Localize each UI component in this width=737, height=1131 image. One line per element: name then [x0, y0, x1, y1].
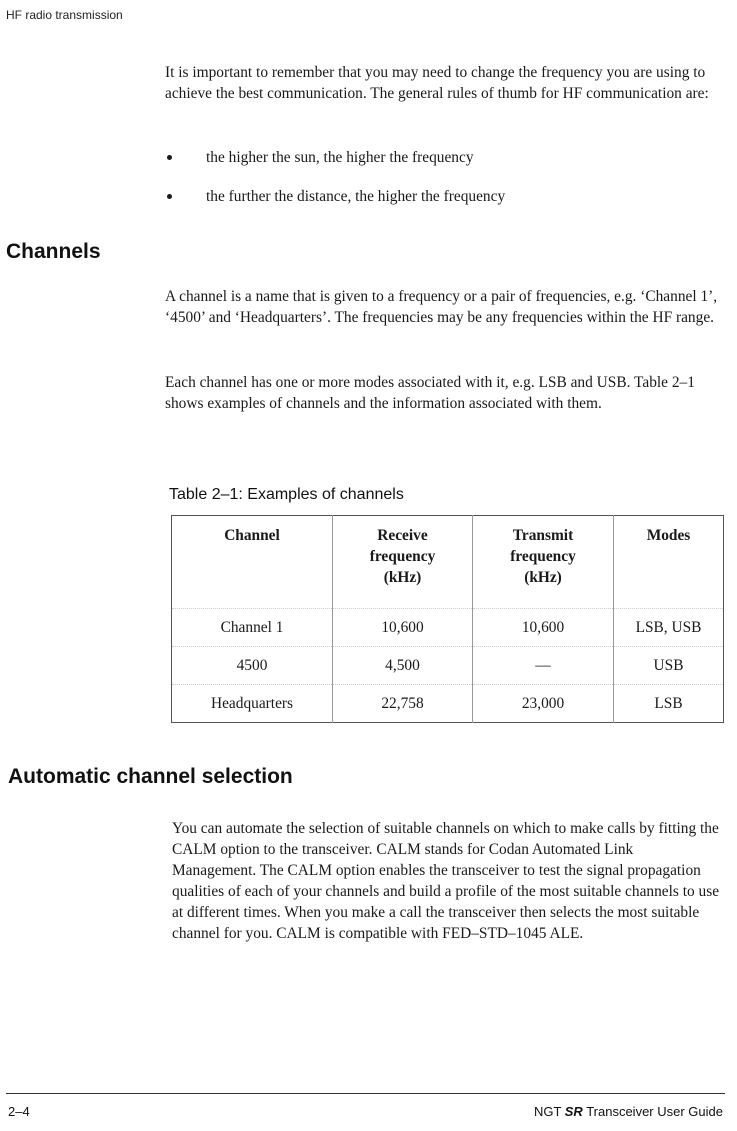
list-item-text: the higher the sun, the higher the frequency [206, 149, 474, 166]
header-line: Receive [377, 527, 428, 544]
document-title-suffix: Transceiver User Guide [582, 1104, 723, 1119]
table-cell: USB [614, 647, 724, 685]
bullet-icon [167, 194, 172, 199]
intro-paragraph: It is important to remember that you may need to change the frequency you are using to achieve the best communication. The general rules of thumb for HF communication are: [165, 64, 709, 102]
channels-table [171, 515, 724, 723]
column-header-modes [614, 516, 724, 609]
column-header-receive-frequency [333, 516, 473, 609]
table-cell: Channel 1 [172, 609, 333, 647]
header-line: (kHz) [524, 569, 562, 586]
list-item [165, 147, 705, 168]
table-row [172, 609, 724, 647]
footer-divider [6, 1093, 725, 1094]
document-title-prefix: NGT [533, 1104, 565, 1119]
header-line: Modes [646, 527, 691, 544]
automatic-channel-selection-heading: Automatic channel selection [8, 765, 293, 788]
header-line: frequency [510, 548, 576, 565]
table-cell: 10,600 [473, 609, 614, 647]
header-line: Channel [224, 527, 280, 544]
header-line: frequency [369, 548, 436, 565]
document-title-emphasis: SR [564, 1104, 583, 1119]
table-cell: 10,600 [333, 609, 473, 647]
table-caption: Table 2–1: Examples of channels [169, 486, 404, 503]
table-header-row [172, 516, 724, 609]
frequency-rules-list [165, 147, 705, 207]
page-number: 2–4 [8, 1104, 30, 1119]
bullet-icon [167, 155, 172, 160]
calm-paragraph: You can automate the selection of suitable channels on which to make calls by fitting the CALM option to the transceiver. CALM stands for Codan Automated Link Management. The CALM option enables the transceiver to test the signal propagation qualities of each of your channels and build a profile of the most suitable channels to use at different times. When you make a call the transceiver then selects the most suitable channel for you. CALM is compatible with FED–STD–1045 ALE. [172, 820, 720, 942]
header-line: (kHz) [383, 569, 422, 586]
table-row [172, 647, 724, 685]
list-item-text: the further the distance, the higher the frequency [206, 188, 506, 205]
running-head: HF radio transmission [6, 8, 123, 22]
table-cell: 22,758 [333, 685, 473, 723]
document-title [534, 1104, 723, 1119]
table-cell: 4500 [172, 647, 333, 685]
column-header-channel [172, 516, 333, 609]
channels-paragraph-1: A channel is a name that is given to a frequency or a pair of frequencies, e.g. ‘Channel 1’, ‘4500’ and ‘Headquarters’. The frequencies may be any frequencies within the HF range. [165, 288, 718, 326]
list-item [165, 186, 705, 207]
channels-heading: Channels [6, 240, 101, 263]
column-header-transmit-frequency [473, 516, 614, 609]
table-cell: 4,500 [333, 647, 473, 685]
table-row [172, 685, 724, 723]
table-cell: LSB [614, 685, 724, 723]
channels-paragraph-2: Each channel has one or more modes associated with it, e.g. LSB and USB. Table 2–1 shows examples of channels and the information associated with them. [165, 374, 695, 412]
header-line: Transmit [512, 527, 574, 544]
table-cell: — [473, 647, 614, 685]
table-cell: Headquarters [172, 685, 333, 723]
table-cell: 23,000 [473, 685, 614, 723]
table-cell: LSB, USB [614, 609, 724, 647]
